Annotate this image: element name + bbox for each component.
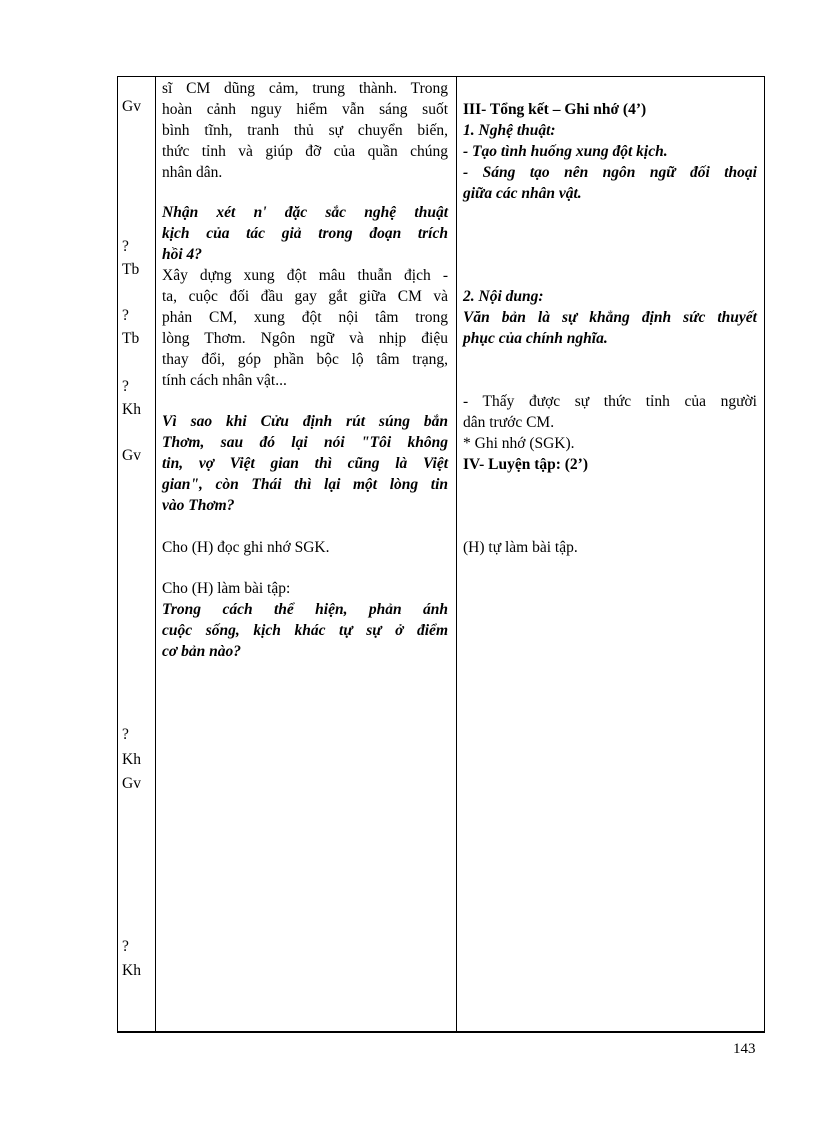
content-text-continued: phục của chính nghĩa. bbox=[463, 330, 608, 347]
marker-question: ? bbox=[122, 938, 129, 955]
marker-gv: Gv bbox=[122, 775, 141, 792]
marker-kh: Kh bbox=[122, 751, 141, 768]
marker-question: ? bbox=[122, 726, 129, 743]
art-item: - Tạo tình huống xung đột kịch. bbox=[463, 143, 668, 160]
marker-tb: Tb bbox=[122, 261, 140, 278]
remember-note: * Ghi nhớ (SGK). bbox=[463, 435, 575, 452]
column-divider-left bbox=[155, 77, 156, 1031]
art-heading: 1. Nghệ thuật: bbox=[463, 122, 556, 139]
content-heading: 2. Nội dung: bbox=[463, 288, 544, 305]
art-item-continued: giữa các nhân vật. bbox=[463, 185, 582, 202]
exercise-instruction: Cho (H) làm bài tập: bbox=[162, 580, 291, 597]
marker-kh: Kh bbox=[122, 401, 141, 418]
page-number: 143 bbox=[733, 1041, 756, 1057]
marker-question: ? bbox=[122, 307, 129, 324]
marker-gv: Gv bbox=[122, 98, 141, 115]
awakening-note: - Thấy được sự thức tỉnh của người bbox=[463, 393, 757, 410]
column-divider-right bbox=[456, 77, 457, 1031]
marker-gv: Gv bbox=[122, 447, 141, 464]
marker-tb: Tb bbox=[122, 330, 140, 347]
section-4-title: IV- Luyện tập: (2’) bbox=[463, 456, 588, 473]
marker-question: ? bbox=[122, 378, 129, 395]
read-note-instruction: Cho (H) đọc ghi nhớ SGK. bbox=[162, 539, 330, 556]
art-item: - Sáng tạo nên ngôn ngữ đối thoại bbox=[463, 164, 757, 181]
awakening-note-continued: dân trước CM. bbox=[463, 414, 555, 431]
self-exercise: (H) tự làm bài tập. bbox=[463, 539, 578, 556]
content-text: Văn bản là sự khẳng định sức thuyết bbox=[463, 309, 757, 326]
section-3-title: III- Tổng kết – Ghi nhớ (4’) bbox=[463, 101, 647, 118]
marker-kh: Kh bbox=[122, 962, 141, 979]
marker-question: ? bbox=[122, 238, 129, 255]
